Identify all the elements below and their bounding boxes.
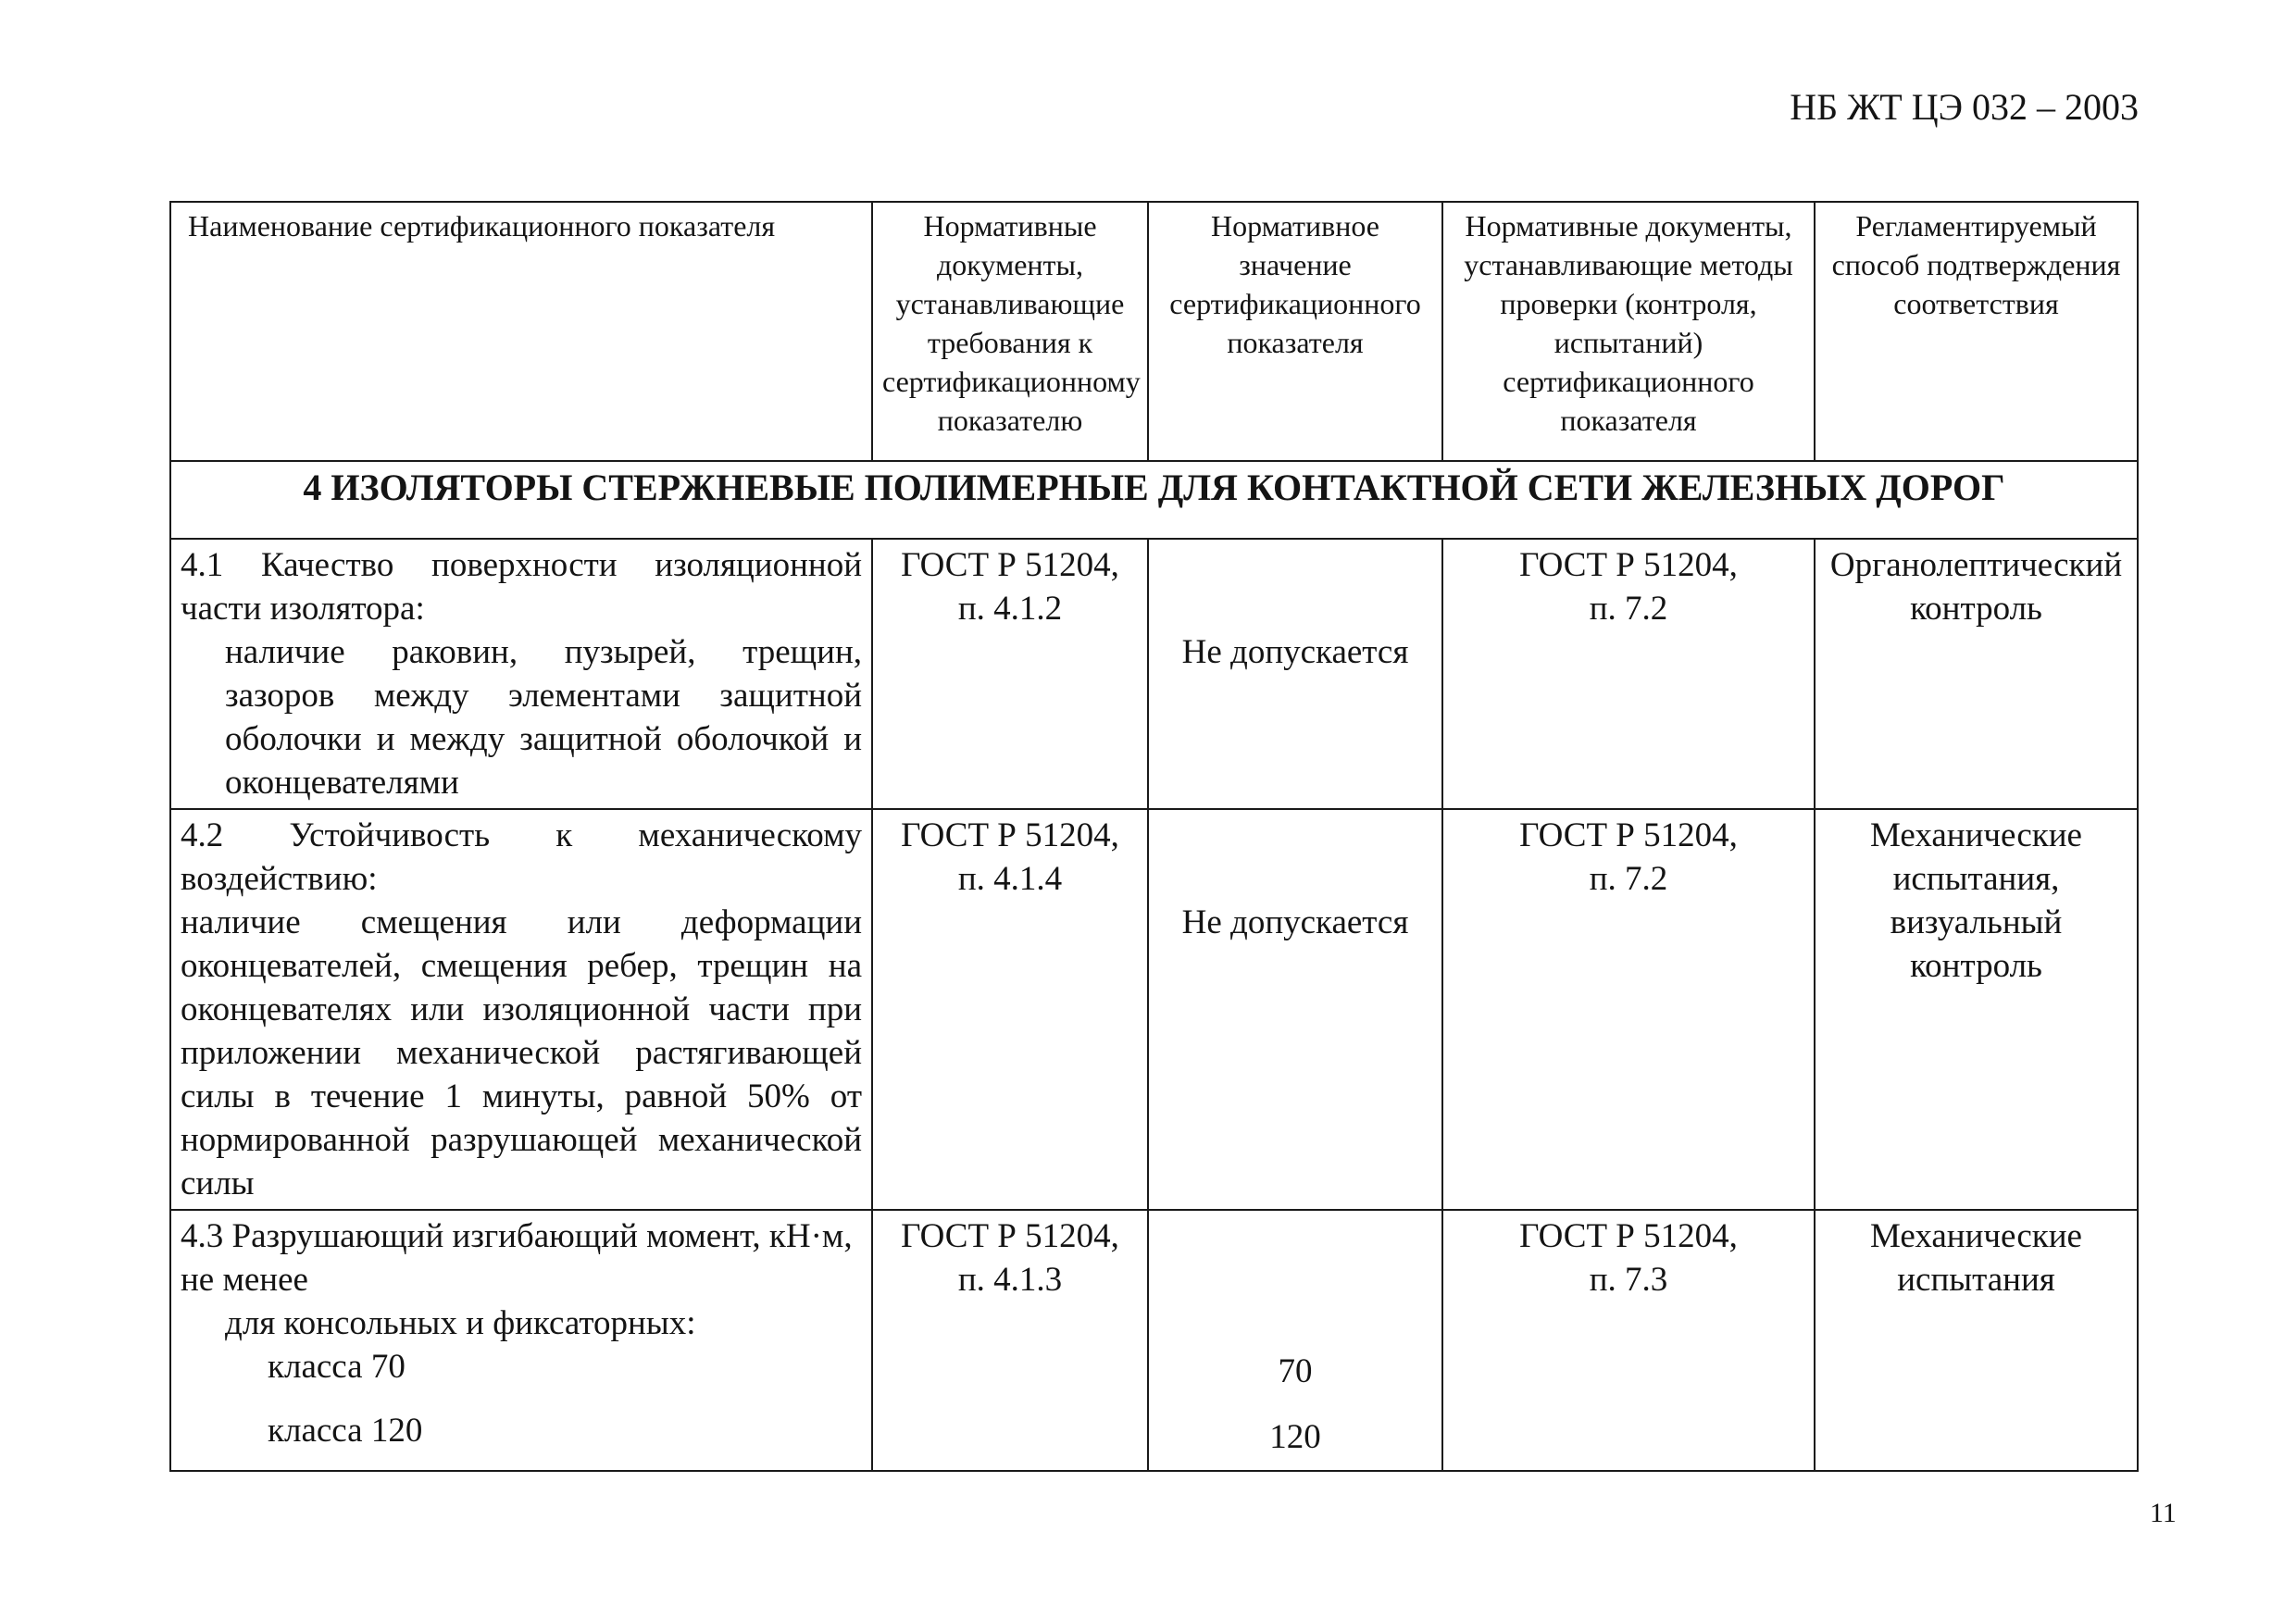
- indicator-cell: [170, 809, 872, 1210]
- method-clause: п. 7.3: [1589, 1261, 1668, 1299]
- indicator-title: 4.2 Устойчивость к механическому воздействию:: [181, 816, 862, 898]
- method-doc-cell: [1442, 1210, 1815, 1471]
- method-clause: п. 7.2: [1589, 590, 1668, 628]
- indicator-title: 4.3 Разрушающий изгибающий момент, кН·м, не менее: [181, 1217, 853, 1299]
- requirement-clause: п. 4.1.3: [957, 1261, 1063, 1299]
- requirement-clause: п. 4.1.4: [957, 860, 1063, 898]
- value-class-120: 120: [1269, 1418, 1321, 1456]
- table-row: [170, 809, 2138, 1210]
- col-header-method-docs: Нормативные документы, устанавливающие методы проверки (контроля, испытаний) сертификационного показателя: [1442, 202, 1815, 461]
- requirement-clause: п. 4.1.2: [957, 590, 1063, 628]
- col-header-indicator: Наименование сертификационного показателя: [170, 202, 872, 461]
- document-code: НБ ЖТ ЦЭ 032 – 2003: [1790, 86, 2139, 128]
- method-doc: ГОСТ Р 51204,: [1519, 816, 1738, 854]
- normative-value-cell: [1148, 1210, 1442, 1471]
- col-header-confirmation-method: Регламентируемый способ подтверждения соответствия: [1815, 202, 2138, 461]
- confirmation-cell: Органолептический контроль: [1815, 539, 2138, 809]
- indicator-sub: для консольных и фиксаторных:: [225, 1304, 696, 1342]
- indicator-title: 4.1 Качество поверхности изоляционной части изолятора:: [181, 546, 862, 628]
- class-label-70: класса 70: [268, 1348, 406, 1386]
- page-number: 11: [2150, 1498, 2177, 1528]
- method-doc-cell: [1442, 809, 1815, 1210]
- indicator-cell: [170, 1210, 872, 1471]
- requirement-doc: ГОСТ Р 51204,: [901, 816, 1119, 854]
- value-class-70: 70: [1278, 1352, 1313, 1390]
- requirement-doc: ГОСТ Р 51204,: [901, 546, 1119, 584]
- class-label-120: класса 120: [268, 1412, 423, 1450]
- indicator-detail: наличие смещения или деформации оконцевателей, смещения ребер, трещин на оконцевателях или изоляционной части при приложении механической растягивающей силы в течение 1 минуты, равной 50% от нормированной разрушающей механической силы: [181, 903, 862, 1202]
- confirmation-cell: Механические испытания, визуальный контроль: [1815, 809, 2138, 1210]
- method-clause: п. 7.2: [1589, 860, 1668, 898]
- section-title: 4 ИЗОЛЯТОРЫ СТЕРЖНЕВЫЕ ПОЛИМЕРНЫЕ ДЛЯ КОНТАКТНОЙ СЕТИ ЖЕЛЕЗНЫХ ДОРОГ: [170, 461, 2138, 539]
- normative-value-cell: [1148, 539, 1442, 809]
- normative-value-cell: [1148, 809, 1442, 1210]
- requirement-doc-cell: [872, 809, 1148, 1210]
- col-header-requirement-docs: Нормативные документы, устанавливающие требования к сертификационному показателю: [872, 202, 1148, 461]
- requirement-doc: ГОСТ Р 51204,: [901, 1217, 1119, 1255]
- method-doc-cell: [1442, 539, 1815, 809]
- normative-value: Не допускается: [1181, 633, 1409, 671]
- table-row: [170, 539, 2138, 809]
- indicator-detail: наличие раковин, пузырей, трещин, зазоров между элементами защитной оболочки и между защитной оболочкой и оконцевателями: [225, 633, 862, 802]
- requirement-doc-cell: [872, 539, 1148, 809]
- certification-table: [169, 201, 2139, 1472]
- confirmation-cell: Механические испытания: [1815, 1210, 2138, 1471]
- requirement-doc-cell: [872, 1210, 1148, 1471]
- method-doc: ГОСТ Р 51204,: [1519, 1217, 1738, 1255]
- indicator-cell: [170, 539, 872, 809]
- table-header-row: [170, 202, 2138, 461]
- method-doc: ГОСТ Р 51204,: [1519, 546, 1738, 584]
- section-row: [170, 461, 2138, 539]
- normative-value: Не допускается: [1181, 903, 1409, 941]
- table-row: [170, 1210, 2138, 1471]
- col-header-normative-value: Нормативное значение сертификационного показателя: [1148, 202, 1442, 461]
